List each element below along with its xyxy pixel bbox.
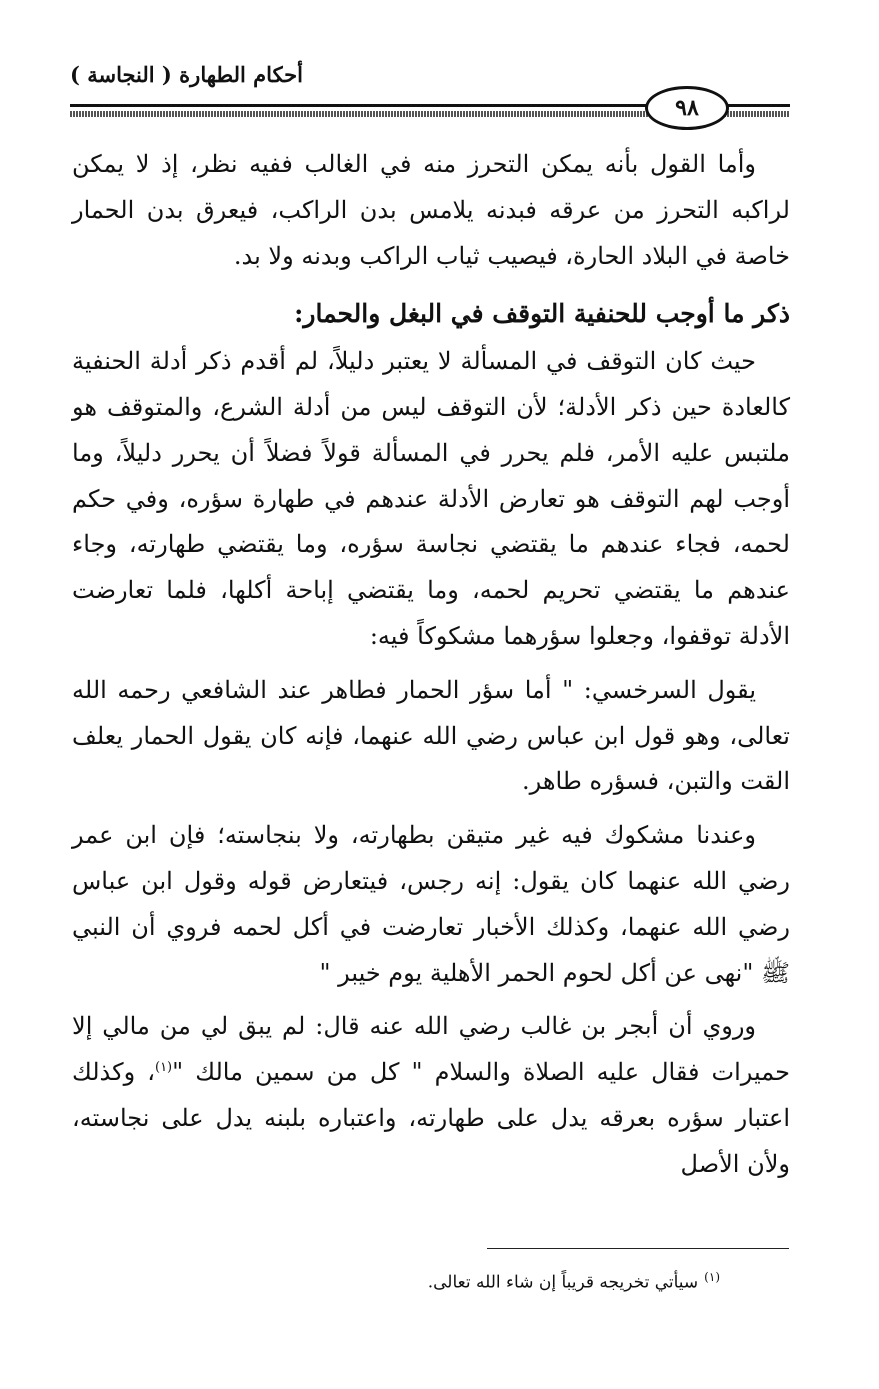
paragraph-2: حيث كان التوقف في المسألة لا يعتبر دليلاً، لم أقدم ذكر أدلة الحنفية كالعادة حين ذكر الأدلة؛ لأن التوقف ليس من أدلة الشرع، والمتوقف هو ملتبس عليه الأمر، فلم يحرر في المسألة قولاً فضلاً أن يحرر دليلاً، وما أوجب لهم التوقف هو تعارض الأدلة عندهم في طهارة سؤره، وفي حكم لحمه، فجاء عندهم ما يقتضي نجاسة سؤره، وما يقتضي طهارته، وجاء عندهم ما يقتضي تحريم لحمه، وما يقتضي إباحة أكلها، فلما تعارضت الأدلة توقفوا، وجعلوا سؤرهما مشكوكاً فيه: — [72, 347, 790, 650]
paragraph-1: وأما القول بأنه يمكن التحرز منه في الغالب ففيه نظر، إذ لا يمكن لراكبه التحرز من عرقه فبدنه يلامس بدن الراكب، فيعرق بدن الحمار خاصة في البلاد الحارة، فيصيب ثياب الراكب وبدنه ولا بد. — [72, 150, 790, 270]
section-heading: ذكر ما أوجب للحنفية التوقف في البغل والحمار: — [294, 299, 790, 329]
running-title: أحكام الطهارة ( النجاسة ) — [70, 62, 303, 87]
body-text — [72, 142, 790, 1188]
paragraph-5-text-a: وروي أن أبجر بن غالب رضي الله عنه قال: لم يبق لي من مالي إلا حميرات فقال عليه الصلاة والسلام " كل من سمين مالك " — [72, 1012, 790, 1087]
paragraph-3: يقول السرخسي: " أما سؤر الحمار فطاهر عند الشافعي رحمه الله تعالى، وهو قول ابن عباس رضي الله عنهما، فإنه كان يقول الحمار يعلف القت والتبن، فسؤره طاهر. — [72, 675, 790, 796]
footnote-separator — [487, 1248, 789, 1249]
footnote-marker: (١) — [704, 1270, 720, 1284]
paragraph-5 — [72, 1004, 790, 1187]
paragraph-5-text-b: ، وكذلك اعتبار سؤره بعرقه يدل على طهارته، واعتباره بلبنه يدل على نجاسته، ولأن الأصل — [72, 1058, 790, 1178]
footnote-reference[interactable]: (١) — [154, 1060, 173, 1076]
page-header — [70, 62, 790, 132]
page-number: ٩٨ — [645, 86, 729, 130]
paragraph-4: وعندنا مشكوك فيه غير متيقن بطهارته، ولا بنجاسته؛ فإن ابن عمر رضي الله عنهما كان يقول: إنه رجس، فيتعارض قوله وقول ابن عباس رضي الله عنهما، وكذلك الأخبار تعارضت في أكل لحمه فروي أن النبي ﷺ "نهى عن أكل لحوم الحمر الأهلية يوم خيبر " — [72, 821, 790, 987]
footnote-text: سيأتي تخريجه قريباً إن شاء الله تعالى. — [427, 1272, 699, 1293]
footnote — [340, 1270, 720, 1293]
